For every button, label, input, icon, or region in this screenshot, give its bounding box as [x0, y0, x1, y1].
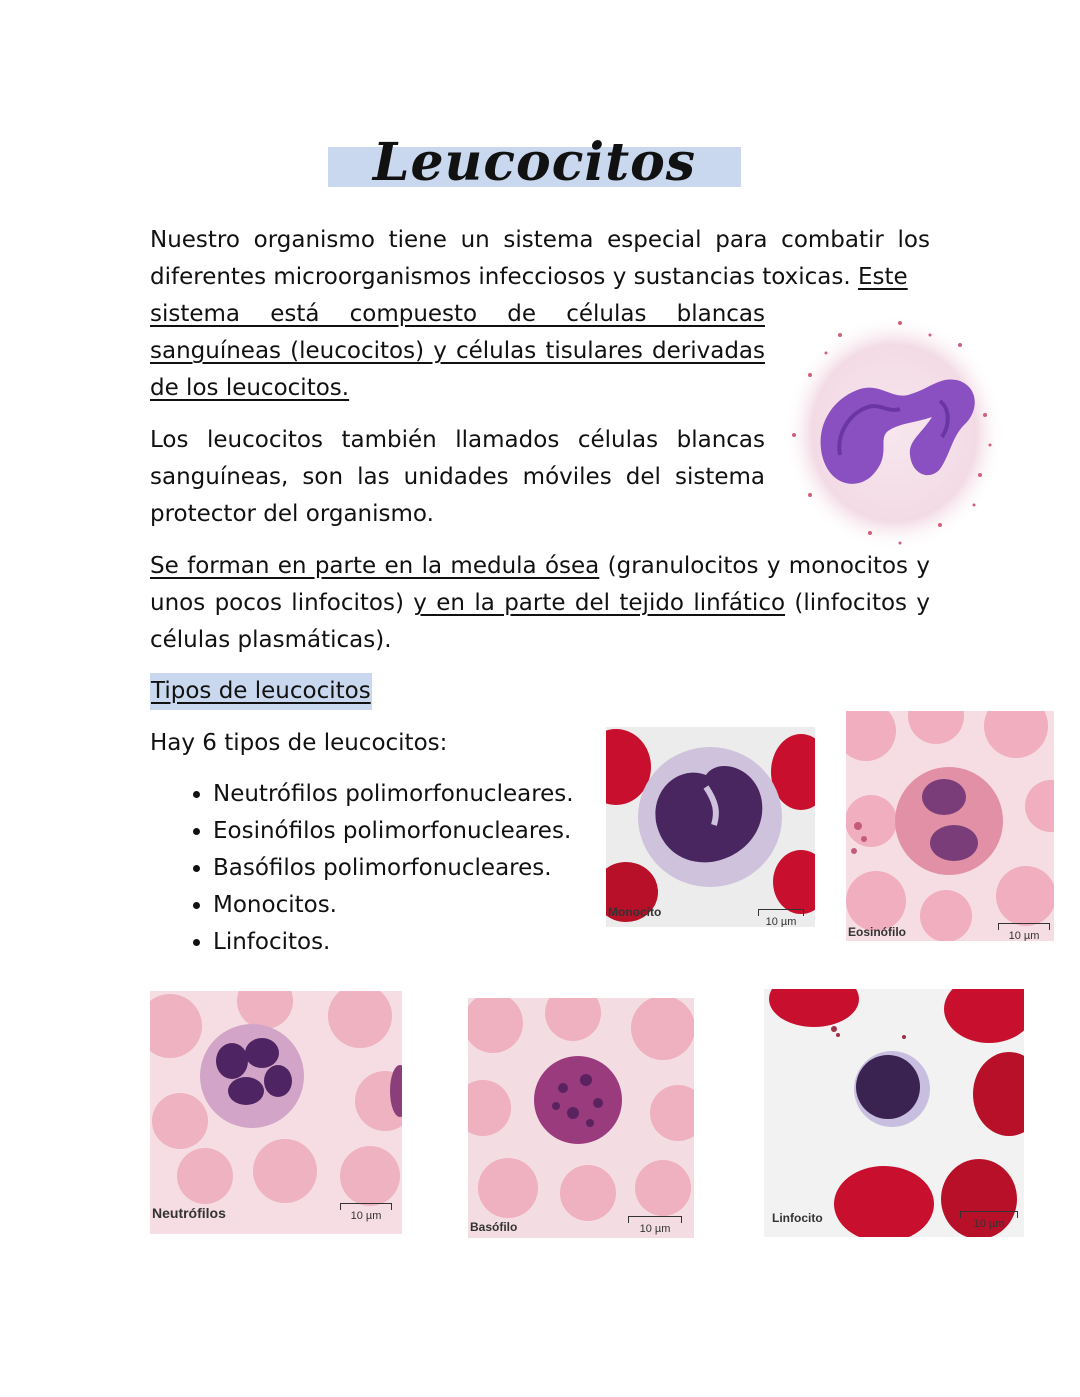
lymphocyte-scale	[960, 1211, 1018, 1230]
page-title: Leucocitos	[372, 132, 697, 193]
scale-bar	[960, 1211, 1018, 1218]
neutrophils-figure	[150, 991, 402, 1234]
scale-label: 10 µm	[1008, 930, 1040, 941]
monocyte-figure	[606, 727, 815, 927]
list-item: • Basófilos polimorfonucleares.	[213, 850, 574, 887]
description-paragraph: Los leucocitos también llamados células blancas sanguíneas, son las unidades móviles del sistema protector del organismo.	[150, 427, 765, 527]
basophil-caption: Basófilo	[470, 1220, 518, 1234]
scale-label: 10 µm	[765, 916, 797, 927]
eosinophil-caption: Eosinófilo	[848, 925, 906, 939]
basophil-scale	[628, 1216, 682, 1235]
lymphocyte-figure	[764, 989, 1024, 1237]
monocyte-caption: Monocito	[608, 905, 662, 919]
scale-bar	[628, 1216, 682, 1223]
origin-underline-b: y en la parte del tejido linfático	[413, 590, 786, 616]
intro-underline-b: sistema está compuesto de células blancas sanguíneas (leucocitos) y células tisulares derivadas de los leucocitos.	[150, 301, 765, 401]
neutrophils-scale	[340, 1203, 392, 1222]
eosinophil-figure	[846, 711, 1054, 941]
neutrophil-illustration	[780, 305, 1008, 555]
scale-label: 10 µm	[350, 1210, 382, 1222]
basophil-figure	[468, 998, 694, 1238]
intro-text-a: Nuestro organismo tiene un sistema especial para combatir los diferentes microorganismos infecciosos y sustancias toxicas.	[150, 227, 930, 290]
scale-bar	[758, 909, 804, 916]
intro-paragraph	[150, 222, 930, 296]
intro-paragraph-cont	[150, 296, 765, 407]
lymphocyte-caption: Linfocito	[772, 1211, 823, 1225]
scale-label: 10 µm	[973, 1218, 1005, 1230]
types-intro: Hay 6 tipos de leucocitos:	[150, 730, 448, 756]
list-item: • Eosinófilos polimorfonucleares.	[213, 813, 574, 850]
list-item: • Monocitos.	[213, 887, 574, 924]
scale-bar	[998, 923, 1050, 930]
monocyte-scale	[758, 909, 804, 927]
origin-text-a: (granulocitos y monocitos y unos pocos linfocitos)	[150, 553, 930, 616]
list-item: • Linfocitos.	[213, 924, 574, 961]
intro-underline-a: Este	[858, 264, 908, 290]
scale-label: 10 µm	[639, 1223, 671, 1235]
origin-paragraph	[150, 548, 930, 659]
list-item: • Neutrófilos polimorfonucleares.	[213, 776, 574, 813]
eosinophil-scale	[998, 923, 1050, 941]
origin-text-b: (linfocitos y células plasmáticas).	[150, 590, 930, 653]
origin-underline-a: Se forman en parte en la medula ósea	[150, 553, 600, 579]
neutrophils-caption: Neutrófilos	[152, 1205, 226, 1221]
types-list	[150, 776, 574, 961]
section-title: Tipos de leucocitos	[150, 673, 372, 710]
scale-bar	[340, 1203, 392, 1210]
